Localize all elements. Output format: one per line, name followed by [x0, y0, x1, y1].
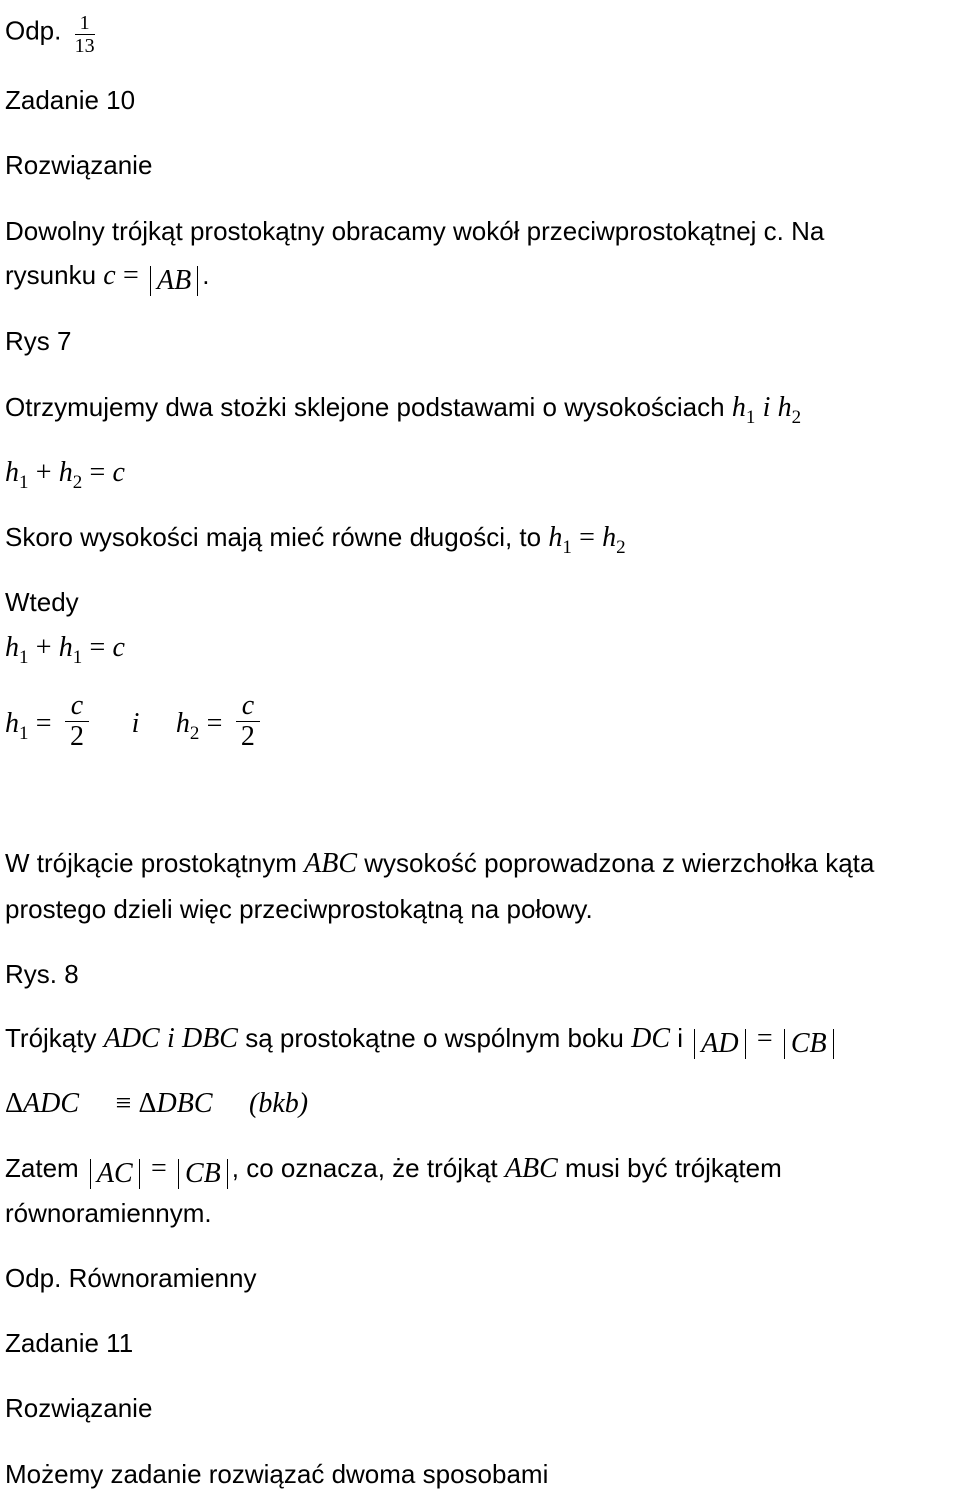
cones-text: Otrzymujemy dwa stożki sklejone podstawami o wysokościach	[5, 392, 725, 422]
abs-ab	[150, 266, 198, 296]
math-i: i	[166, 1023, 175, 1054]
math-eq: =	[89, 632, 106, 663]
math-delta: Δ	[138, 1088, 157, 1119]
sub-1: 1	[19, 472, 29, 493]
math-eq: =	[89, 457, 106, 488]
triangles-text: są prostokątne o wspólnym boku	[245, 1023, 624, 1053]
congruence-line	[5, 1086, 308, 1121]
intro-text: rysunku	[5, 260, 97, 290]
equation-sum	[5, 455, 125, 493]
zatem-line-2: równoramiennym.	[5, 1198, 212, 1228]
fraction-numerator: c	[65, 691, 89, 722]
math-delta: Δ	[5, 1088, 24, 1119]
abs-cb	[178, 1159, 228, 1189]
math-i: i	[762, 392, 771, 423]
conjunction: i	[677, 1023, 684, 1053]
period: .	[202, 260, 210, 290]
triangle-line-1	[5, 846, 874, 881]
abs-ad	[694, 1029, 745, 1059]
task-heading-11: Zadanie 11	[5, 1328, 134, 1358]
math-dbc: DBC	[181, 1023, 238, 1054]
abs-ac	[90, 1159, 140, 1189]
answer-denominator: 13	[74, 35, 95, 57]
sub-1: 1	[19, 723, 29, 744]
triangle-text: wysokość poprowadzona z wierzchołka kąta	[364, 848, 875, 878]
math-i: i	[131, 708, 140, 739]
math-h: h	[777, 392, 792, 423]
triangle-text: W trójkącie prostokątnym	[5, 848, 297, 878]
cones-line	[5, 390, 801, 428]
sub-1: 1	[745, 407, 756, 428]
figure-ref-7: Rys 7	[5, 326, 72, 356]
math-plus: +	[35, 632, 52, 663]
answer-fraction	[75, 12, 95, 57]
math-abc: ABC	[304, 848, 357, 879]
math-h: h	[58, 632, 73, 663]
zatem-line	[5, 1151, 782, 1189]
math-c: c	[112, 457, 125, 488]
math-ac: AC	[96, 1158, 133, 1189]
abs-cb	[784, 1029, 834, 1059]
math-eq: =	[35, 708, 52, 739]
zatem-text: , co oznacza, że trójkąt	[231, 1153, 498, 1183]
math-h: h	[58, 457, 73, 488]
math-eq: =	[122, 260, 139, 291]
figure-ref-8: Rys. 8	[5, 959, 79, 989]
zatem-text: Zatem	[5, 1153, 79, 1183]
math-abc: ABC	[504, 1153, 558, 1184]
sub-1: 1	[562, 537, 572, 558]
math-dc: DC	[631, 1023, 671, 1054]
math-congruent: ≡	[115, 1088, 132, 1119]
math-eq: =	[756, 1023, 773, 1054]
sub-2: 2	[791, 407, 802, 428]
math-cb: CB	[184, 1158, 221, 1189]
math-adc: ADC	[23, 1088, 80, 1119]
triangles-line	[5, 1021, 838, 1059]
answer-numerator: 1	[75, 12, 95, 35]
final-line: Możemy zadanie rozwiązać dwoma sposobami	[5, 1459, 549, 1489]
math-bkb: (bkb)	[249, 1088, 309, 1119]
answer-label: Odp.	[5, 15, 62, 46]
fraction-denominator: 2	[240, 720, 255, 752]
math-h: h	[5, 708, 19, 739]
fraction-c-over-2	[65, 691, 89, 752]
fraction-denominator: 2	[69, 720, 84, 752]
equation-double	[5, 630, 125, 668]
sub-2: 2	[72, 472, 83, 493]
math-eq: =	[579, 522, 595, 553]
sub-2: 2	[189, 723, 200, 744]
answer-line-1	[5, 10, 101, 55]
math-ab: AB	[156, 265, 192, 296]
triangle-line-2: prostego dzieli więc przeciwprostokątną na połowy.	[5, 894, 593, 924]
math-h: h	[602, 522, 617, 553]
equation-halves	[5, 689, 266, 757]
sub-1: 1	[72, 647, 83, 668]
math-ad: AD	[701, 1028, 739, 1059]
math-eq: =	[150, 1153, 167, 1184]
solution-heading-11: Rozwiązanie	[5, 1393, 153, 1423]
math-adc: ADC	[103, 1023, 160, 1054]
math-eq: =	[206, 708, 223, 739]
math-plus: +	[35, 457, 52, 488]
math-h: h	[5, 457, 19, 488]
sub-2: 2	[616, 537, 626, 558]
solution-heading-10: Rozwiązanie	[5, 150, 153, 180]
skoro-line	[5, 520, 626, 558]
sub-1: 1	[19, 647, 29, 668]
fraction-c-over-2	[236, 691, 260, 752]
zatem-text: musi być trójkątem	[565, 1153, 782, 1183]
math-h: h	[548, 522, 563, 553]
math-h: h	[5, 632, 19, 663]
math-dbc: DBC	[156, 1088, 213, 1119]
wtedy-label: Wtedy	[5, 587, 79, 617]
answer-line-2: Odp. Równoramienny	[5, 1263, 257, 1293]
math-h: h	[731, 392, 746, 423]
math-h: h	[175, 708, 190, 739]
intro-line-2	[5, 258, 209, 296]
skoro-text: Skoro wysokości mają mieć równe długości, to	[5, 522, 542, 552]
intro-line-1: Dowolny trójkąt prostokątny obracamy wokół przeciwprostokątnej c. Na	[5, 216, 825, 246]
fraction-numerator: c	[236, 691, 260, 722]
math-cb: CB	[790, 1028, 827, 1059]
triangles-text: Trójkąty	[5, 1023, 97, 1053]
math-c: c	[103, 260, 116, 291]
task-heading-10: Zadanie 10	[5, 85, 136, 115]
math-c: c	[112, 632, 125, 663]
